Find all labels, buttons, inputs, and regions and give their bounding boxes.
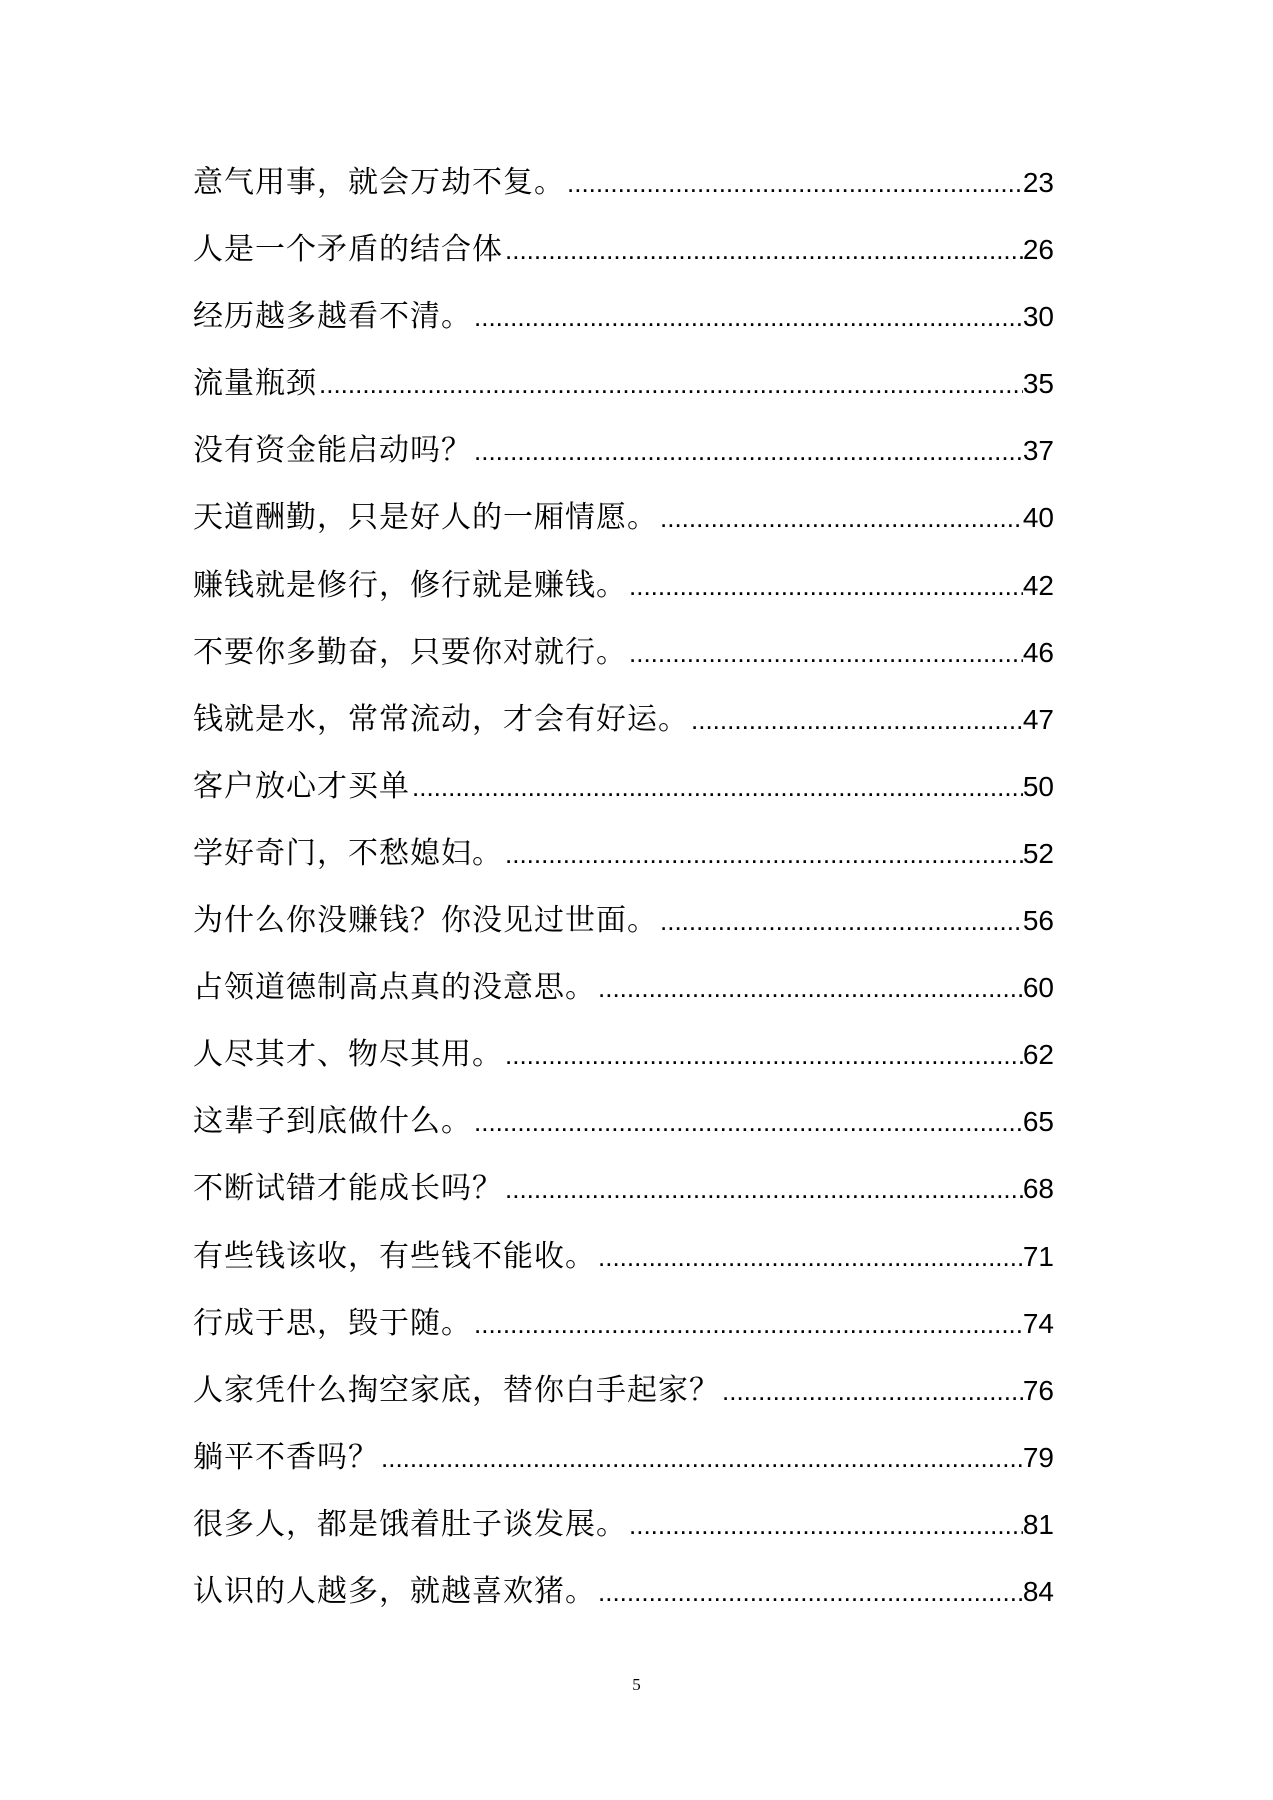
toc-entry-page: 65 [1022,1106,1054,1138]
toc-leader-dots [410,767,1023,807]
toc-entry-title: 很多人，都是饿着肚子谈发展。 [193,1506,627,1542]
toc-entry-page: 56 [1022,905,1054,937]
toc-leader-dots [472,1304,1023,1344]
toc-entry-title: 占领道德制高点真的没意思。 [193,970,596,1006]
toc-entry-title: 客户放心才买单 [193,768,410,804]
toc-leader-dots [503,1035,1023,1075]
toc-entry[interactable] [193,633,1054,700]
toc-leader-dots [503,1169,1023,1209]
toc-entry-page: 52 [1022,837,1054,869]
toc-entry[interactable] [193,1237,1054,1304]
toc-entry[interactable] [193,1572,1054,1639]
toc-entry-title: 人家凭什么掏空家底，替你白手起家？ [193,1372,720,1408]
toc-entry-page: 46 [1022,636,1054,668]
toc-leader-dots [689,700,1023,740]
toc-entry[interactable] [193,901,1054,968]
toc-entry[interactable] [193,1438,1054,1505]
toc-entry-page: 37 [1022,435,1054,467]
toc-entry[interactable] [193,968,1054,1035]
toc-entry[interactable] [193,1371,1054,1438]
toc-entry-title: 不断试错才能成长吗？ [193,1171,503,1207]
toc-leader-dots [565,163,1023,203]
toc-entry-page: 79 [1022,1441,1054,1473]
toc-entry-page: 71 [1022,1240,1054,1272]
toc-leader-dots [317,364,1023,404]
toc-entry-page: 23 [1022,167,1054,198]
toc-entry-page: 47 [1022,703,1054,735]
toc-entry-page: 50 [1022,770,1054,802]
toc-leader-dots [658,498,1023,538]
toc-leader-dots [596,968,1023,1008]
toc-entry-page: 60 [1022,972,1054,1004]
toc-entry-title: 意气用事，就会万劫不复。 [193,165,565,200]
toc-entry-page: 81 [1022,1508,1054,1540]
toc-entry-page: 84 [1022,1575,1054,1607]
toc-leader-dots [627,633,1023,673]
toc-leader-dots [472,1102,1023,1142]
toc-entry-page: 62 [1022,1039,1054,1071]
toc-entry-title: 不要你多勤奋，只要你对就行。 [193,634,627,670]
toc-entry[interactable] [193,364,1054,431]
toc-entry-title: 认识的人越多，就越喜欢猪。 [193,1573,596,1609]
toc-entry[interactable] [193,431,1054,498]
toc-leader-dots [503,230,1023,270]
toc-leader-dots [472,297,1023,337]
toc-entry[interactable] [193,163,1054,230]
toc-entry-title: 没有资金能启动吗？ [193,433,472,469]
toc-entry-title: 有些钱该收，有些钱不能收。 [193,1238,596,1274]
toc-entry-page: 26 [1022,234,1054,266]
toc-entry-title: 天道酬勤，只是好人的一厢情愿。 [193,500,658,536]
toc-entry[interactable] [193,1035,1054,1102]
toc-entry-title: 流量瓶颈 [193,366,317,402]
toc-entry[interactable] [193,297,1054,364]
toc-entry[interactable] [193,1102,1054,1169]
toc-entry[interactable] [193,1304,1054,1371]
toc-entry[interactable] [193,1505,1054,1572]
toc-entry-title: 人尽其才、物尽其用。 [193,1037,503,1073]
toc-entry-page: 35 [1022,368,1054,400]
toc-entry[interactable] [193,700,1054,767]
toc-entry-page: 76 [1022,1374,1054,1406]
toc-entry-title: 学好奇门，不愁媳妇。 [193,835,503,871]
toc-entry[interactable] [193,230,1054,297]
page-number: 5 [632,1675,641,1694]
toc-entry[interactable] [193,834,1054,901]
toc-leader-dots [379,1438,1023,1478]
toc-entry-title: 为什么你没赚钱？你没见过世面。 [193,903,658,939]
toc-entry-title: 人是一个矛盾的结合体 [193,232,503,268]
toc-leader-dots [503,834,1023,874]
toc-leader-dots [472,431,1023,471]
toc-entry[interactable] [193,566,1054,633]
toc-leader-dots [627,566,1023,606]
toc-entry-page: 40 [1022,502,1054,534]
table-of-contents [193,163,1054,1639]
toc-entry-title: 躺平不香吗？ [193,1439,379,1475]
toc-entry-page: 68 [1022,1173,1054,1205]
toc-entry-page: 30 [1022,301,1054,333]
toc-entry-title: 赚钱就是修行，修行就是赚钱。 [193,567,627,603]
toc-entry-title: 经历越多越看不清。 [193,299,472,335]
toc-entry-title: 这辈子到底做什么。 [193,1104,472,1140]
toc-entry[interactable] [193,767,1054,834]
toc-entry-page: 74 [1022,1307,1054,1339]
toc-entry[interactable] [193,498,1054,565]
toc-leader-dots [658,901,1023,941]
toc-leader-dots [720,1371,1023,1411]
toc-entry[interactable] [193,1169,1054,1236]
toc-leader-dots [596,1572,1023,1612]
toc-entry-title: 行成于思，毁于随。 [193,1305,472,1341]
toc-leader-dots [627,1505,1023,1545]
toc-entry-title: 钱就是水，常常流动，才会有好运。 [193,701,689,737]
toc-entry-page: 42 [1022,569,1054,601]
toc-leader-dots [596,1237,1023,1277]
